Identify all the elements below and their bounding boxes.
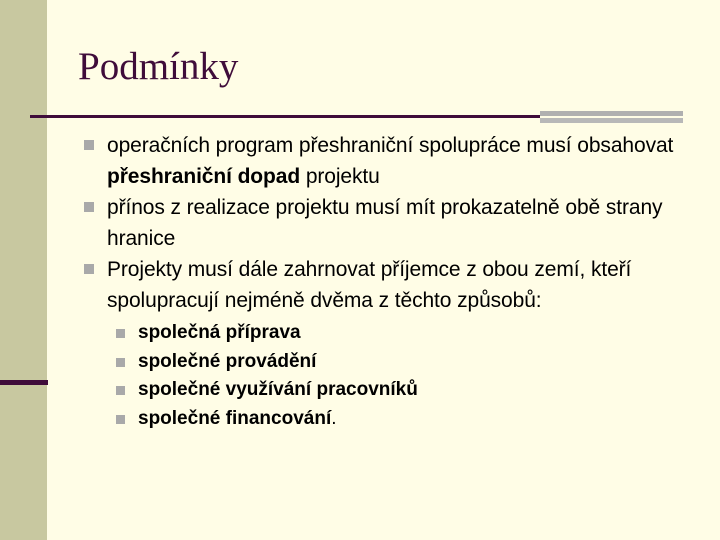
bullet-list	[84, 130, 694, 316]
square-bullet-icon	[116, 329, 125, 338]
sub-bullet-text: společná příprava	[138, 322, 301, 343]
bullet-item	[84, 192, 694, 254]
bullet-text-end: projektu	[300, 165, 380, 188]
bullet-text-bold: přeshraniční dopad	[107, 165, 301, 188]
sub-bullet-text: společné provádění	[138, 350, 317, 372]
bullet-text: přínos z realizace projektu musí mít prokazatelně obě strany hranice	[107, 196, 663, 250]
title-rule	[30, 115, 540, 118]
title-rule-accent-lower	[540, 118, 683, 123]
square-bullet-icon	[116, 415, 125, 424]
sub-bullet-text: společné využívání pracovníků	[138, 379, 418, 400]
bullet-item	[84, 130, 694, 192]
sub-bullet-item	[116, 319, 676, 348]
slide-title: Podmínky	[78, 45, 239, 88]
left-decor-band	[0, 0, 47, 540]
sub-bullet-list	[116, 319, 676, 433]
bullet-text: Projekty musí dále zahrnovat příjemce z obou zemí, kteří spolupracují nejméně dvěma z těchto způsobů:	[107, 258, 632, 312]
bullet-item	[84, 254, 694, 316]
square-bullet-icon	[84, 202, 94, 212]
sub-bullet-text-end: .	[331, 407, 337, 429]
square-bullet-icon	[116, 358, 125, 367]
square-bullet-icon	[84, 140, 94, 150]
square-bullet-icon	[116, 386, 125, 395]
sub-bullet-text: společné financování	[138, 407, 332, 429]
sub-bullet-item	[116, 405, 676, 434]
bullet-text: operačních program přeshraniční spolupráce musí obsahovat	[107, 134, 674, 157]
title-rule-accent	[540, 111, 683, 116]
sub-bullet-item	[116, 348, 676, 377]
sub-bullet-item	[116, 376, 676, 405]
square-bullet-icon	[84, 264, 94, 274]
left-decor-line	[0, 380, 48, 385]
